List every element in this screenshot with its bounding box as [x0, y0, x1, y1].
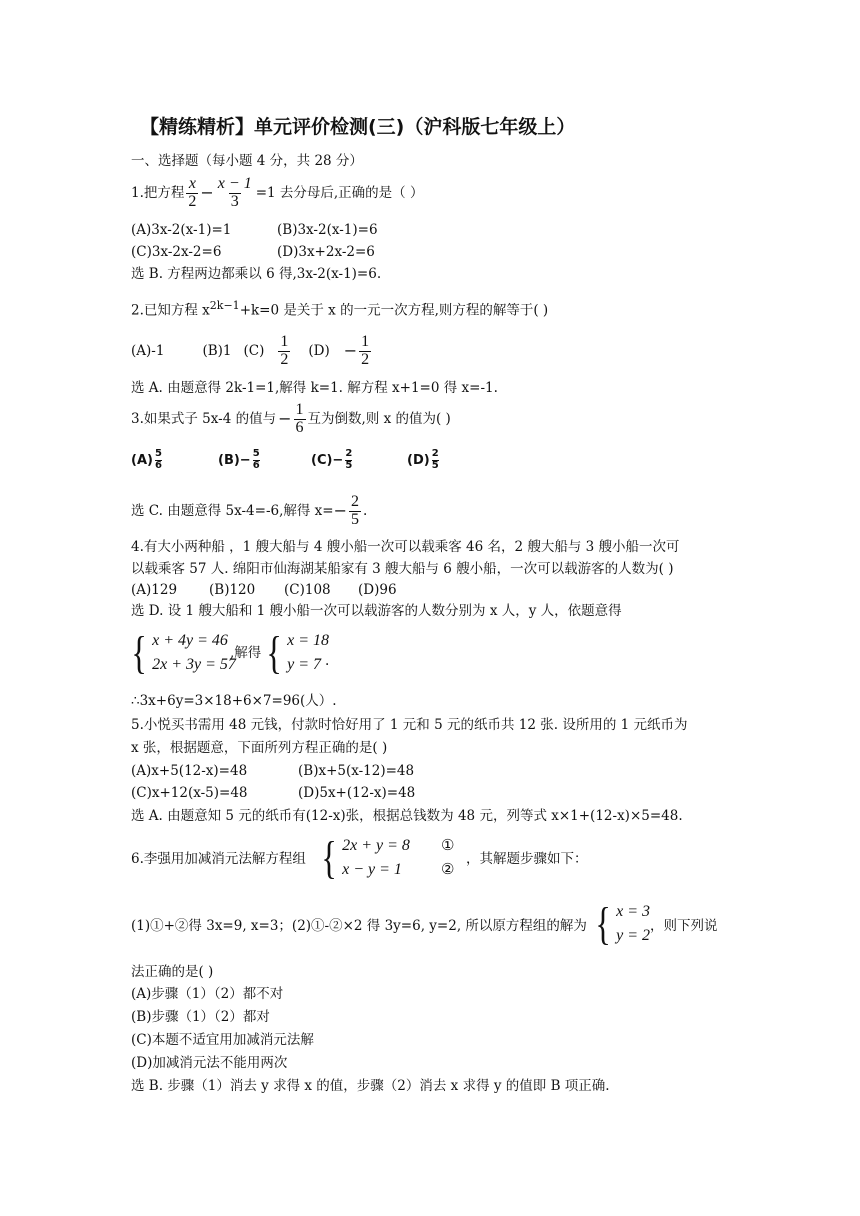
q4-stem-line1: 4.有大小两种船 ，1 艘大船与 4 艘小船一次可以载乘客 46 名，2 艘大船与 3 艘小船一次可: [131, 539, 680, 555]
q3-sign: −: [278, 409, 292, 429]
q2-option-c-fraction: $\frac{1}{2}$: [280, 333, 289, 368]
q4-stem-line2: 以载乘客 57 人. 绵阳市仙海湖某船家有 3 艘大船与 6 艘小船，一次可以载游客的人数为( ): [131, 561, 674, 577]
q2-option-d: (D): [308, 342, 330, 359]
q3-answer-b: .: [363, 502, 368, 519]
q5-stem-line1: 5.小悦买书需用 48 元钱，付款时恰好用了 1 元和 5 元的纸币共 12 张. 设所用的 1 元纸币为: [131, 717, 688, 733]
q1-option-a: (A)3x-2(x-1)=1: [131, 222, 232, 238]
q6-steps-c: 法正确的是( ): [131, 964, 214, 980]
q4-equation-system: [128, 629, 236, 677]
q4-option-c: (C)108: [284, 582, 331, 598]
q2-answer: 选 A. 由题意得 2k-1=1,解得 k=1. 解方程 x+1=0 得 x=-1.: [131, 380, 498, 396]
q3-stem: [131, 402, 451, 437]
q1-option-c: (C)3x-2x-2=6: [131, 244, 222, 260]
q6-option-a: (A)步骤（1）（2）都不对: [131, 986, 284, 1002]
q5-answer: 选 A. 由题意知 5 元的纸币有(12-x)张，根据总钱数为 48 元，列等式 x×1+(12-x)×5=48.: [131, 808, 683, 824]
q1-stem-b: =1 去分母后,正确的是（ ）: [255, 184, 424, 201]
q6-equation-system: [318, 834, 410, 882]
q1-fraction-2: $\frac{x - 1}{3}$: [217, 175, 252, 210]
q3-answer-sign: −: [333, 501, 348, 521]
q6-steps-b: ，则下列说: [650, 918, 718, 934]
q3-option-c: (C)− $\frac{2}{5}$: [311, 448, 353, 471]
q6-option-c: (C)本题不适宜用加减消元法解: [131, 1032, 314, 1048]
q4-option-d: (D)96: [358, 582, 397, 598]
q6-solution-1: x = 3: [616, 903, 650, 920]
q2-option-d-fraction: $\frac{1}{2}$: [361, 333, 370, 368]
q6-solution-2: y = 2: [616, 927, 650, 944]
q3-fraction: $\frac{1}{6}$: [295, 401, 304, 436]
q3-answer: [131, 494, 367, 529]
q6-stem-a: 6.李强用加减消元法解方程组: [131, 851, 306, 867]
q4-answer: 选 D. 设 1 艘大船和 1 艘小船一次可以载游客的人数分别为 x 人，y 人，依题意得: [131, 603, 622, 619]
q2-option-d-sign: −: [343, 341, 358, 361]
q5-option-a: (A)x+5(12-x)=48: [131, 763, 248, 779]
q4-option-b: (B)120: [209, 582, 256, 598]
q3-answer-a: 选 C. 由题意得 5x-4=-6,解得 x=: [131, 502, 334, 519]
q4-solution-1: x = 18: [287, 632, 329, 649]
q1-fraction-1: $\frac{x}{2}$: [188, 175, 197, 210]
brace: {: [321, 832, 337, 883]
q6-equation-2: x − y = 1: [342, 861, 402, 878]
q6-solution-system: [592, 900, 650, 948]
q6-mark-1: ①: [441, 836, 455, 854]
q3-answer-fraction: $\frac{2}{5}$: [351, 493, 360, 528]
q4-period: .: [325, 653, 330, 669]
q2-option-b: (B)1: [202, 342, 232, 359]
q6-option-d: (D)加减消元法不能用两次: [131, 1055, 288, 1071]
document-title: 【精练精析】单元评价检测(三)（沪科版七年级上）: [140, 116, 576, 138]
q2-options: [131, 334, 373, 369]
q1-stem: [131, 176, 423, 211]
q6-stem-b: ，其解题步骤如下：: [466, 851, 588, 867]
q4-conclusion: ∴3x+6y=3×18+6×7=96(人）.: [131, 693, 337, 709]
q3-option-d: (D) 2 5: [407, 448, 439, 471]
q3-stem-a: 3.如果式子 5x-4 的值与: [131, 410, 277, 427]
q3-option-b: (B)− $\frac{5}{6}$: [218, 448, 260, 471]
brace: {: [266, 627, 282, 678]
q1-stem-a: 1.把方程: [131, 184, 185, 201]
q4-equation-2: 2x + 3y = 57: [152, 656, 236, 673]
brace: {: [595, 898, 611, 949]
q4-solve-word: ,解得: [230, 645, 262, 661]
q4-option-a: (A)129: [131, 582, 178, 598]
q3-option-a: (A) 5 6: [131, 448, 162, 471]
q3-stem-b: 互为倒数,则 x 的值为( ): [307, 410, 451, 427]
q6-equation-1: 2x + y = 8: [342, 837, 410, 854]
q6-answer: 选 B. 步骤（1）消去 y 求得 x 的值，步骤（2）消去 x 求得 y 的值即 B 项正确.: [131, 1078, 610, 1094]
q2-stem: [131, 300, 548, 318]
q4-solution-system: [263, 629, 329, 677]
q6-option-b: (B)步骤（1）（2）都对: [131, 1009, 270, 1025]
q6-steps: (1)①+②得 3x=9, x=3；(2)①-②×2 得 3y=6, y=2, 所以原方程组的解为: [131, 918, 587, 934]
q5-option-d: (D)5x+(12-x)=48: [298, 785, 416, 801]
q1-option-d: (D)3x+2x-2=6: [277, 244, 375, 260]
q2-exponent: 2k−1: [209, 299, 240, 312]
q2-option-c: (C): [243, 342, 265, 359]
q2-option-a: (A)-1: [131, 342, 165, 359]
q2-stem-a: 2.已知方程 x: [131, 302, 210, 319]
q1-answer: 选 B. 方程两边都乘以 6 得,3x-2(x-1)=6.: [131, 266, 382, 282]
q6-mark-2: ②: [441, 860, 455, 878]
q2-stem-b: +k=0 是关于 x 的一元一次方程,则方程的解等于( ): [239, 302, 549, 319]
q5-option-b: (B)x+5(x-12)=48: [298, 763, 415, 779]
q4-solution-2: y = 7: [287, 656, 321, 673]
q4-equation-1: x + 4y = 46: [152, 632, 228, 649]
q5-option-c: (C)x+12(x-5)=48: [131, 785, 248, 801]
section-heading: 一、选择题（每小题 4 分，共 28 分）: [131, 153, 363, 169]
q1-option-b: (B)3x-2(x-1)=6: [277, 222, 378, 238]
q1-minus: −: [200, 183, 214, 203]
q5-stem-line2: x 张，根据题意，下面所列方程正确的是( ): [131, 740, 388, 756]
brace: {: [131, 627, 147, 678]
